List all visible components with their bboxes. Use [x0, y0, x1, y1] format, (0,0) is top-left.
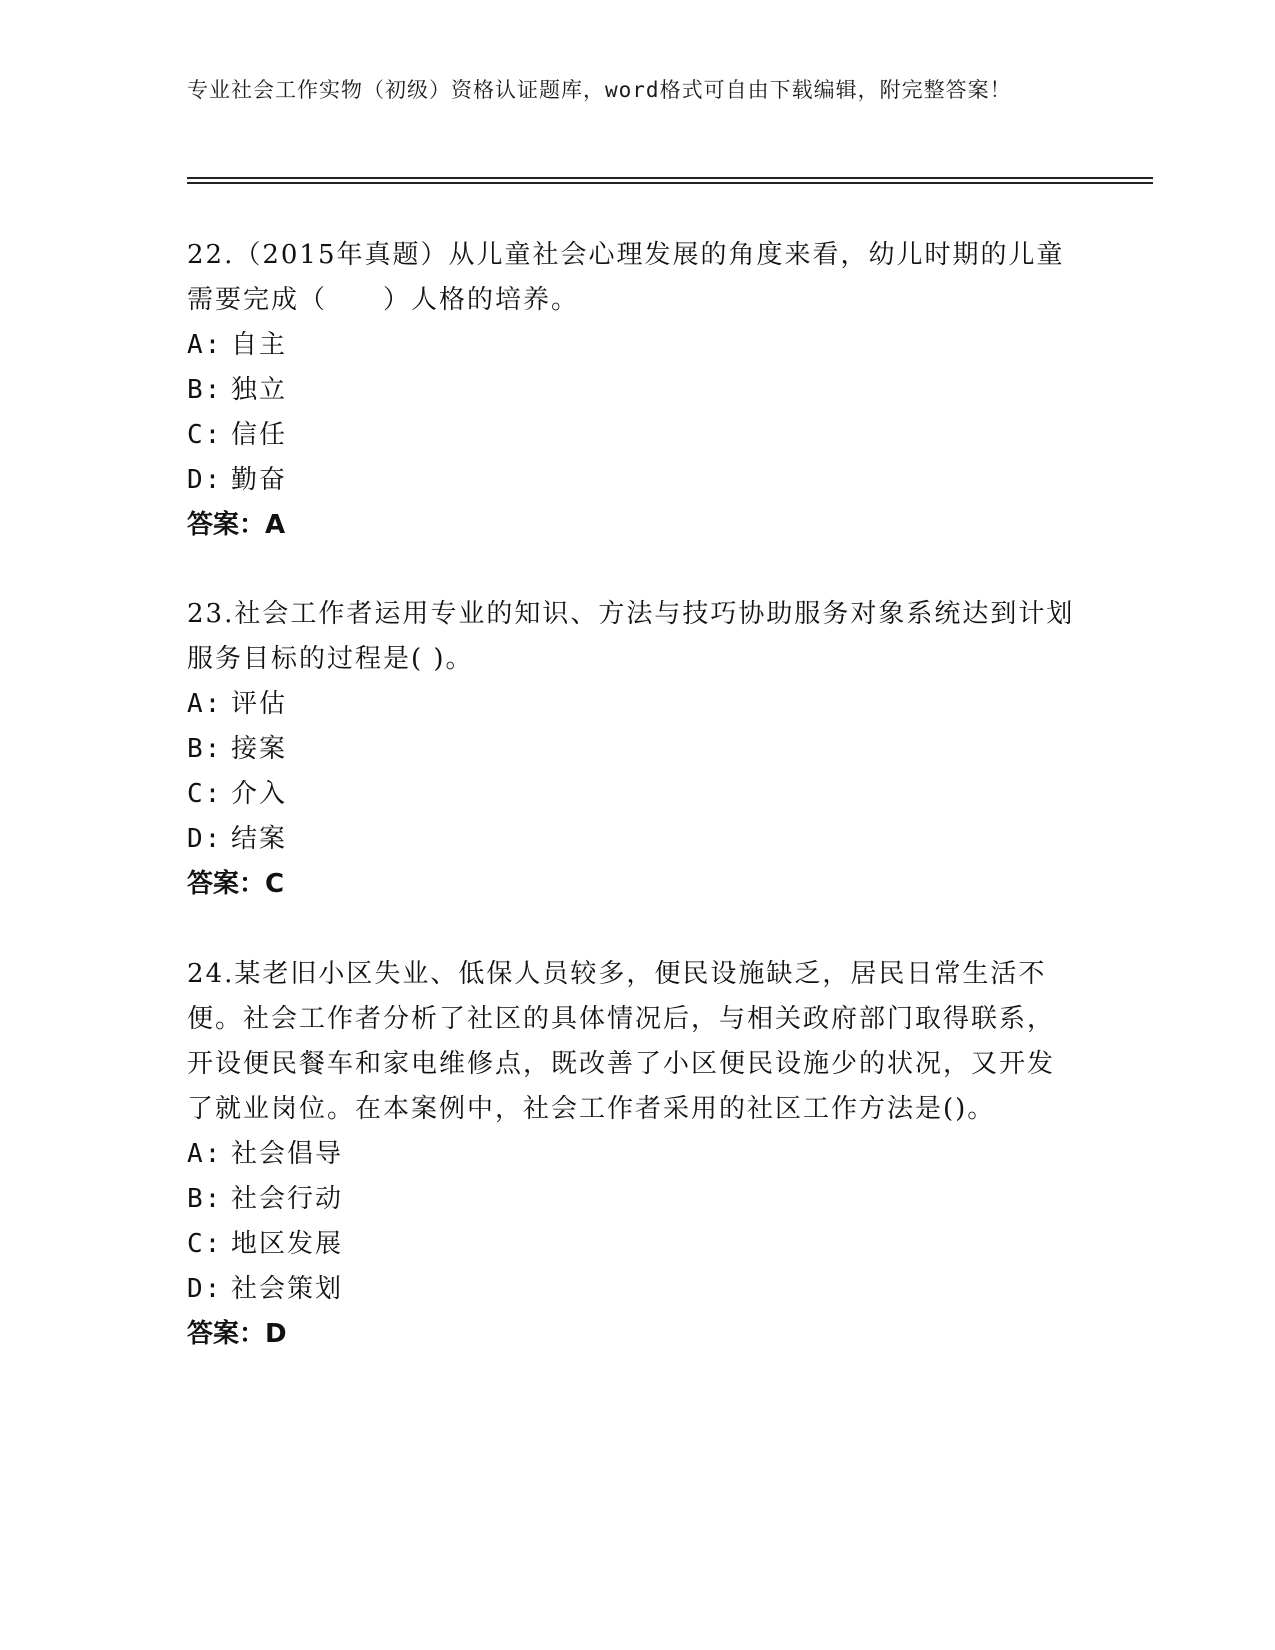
- question-text: 24.某老旧小区失业、低保人员较多，便民设施缺乏，居民日常生活不便。社会工作者分析了社区的具体情况后，与相关政府部门取得联系，开设便民餐车和家电维修点，既改善了小区便民设施少的状况，又开发了就业岗位。在本案例中，社会工作者采用的社区工作方法是()。: [187, 959, 1056, 1124]
- option-b: [187, 368, 1077, 413]
- option-letter: D:: [187, 824, 223, 854]
- option-b: [187, 727, 1077, 772]
- option-c: [187, 772, 1077, 817]
- option-b: [187, 1177, 1077, 1222]
- option-letter: D:: [187, 1274, 223, 1304]
- answer-label: 答案：: [187, 510, 266, 540]
- option-letter: A:: [187, 330, 223, 360]
- option-c: [187, 1222, 1077, 1267]
- question-24: [187, 952, 1077, 1357]
- option-d: [187, 1267, 1077, 1312]
- option-text: 地区发展: [231, 1229, 344, 1259]
- option-text: 社会行动: [231, 1184, 344, 1214]
- option-text: 勤奋: [231, 465, 288, 495]
- option-a: [187, 1132, 1077, 1177]
- option-c: [187, 413, 1077, 458]
- option-text: 信任: [231, 420, 288, 450]
- option-letter: C:: [187, 1229, 223, 1259]
- option-text: 社会策划: [231, 1274, 344, 1304]
- answer-value: C: [265, 869, 285, 899]
- option-a: [187, 323, 1077, 368]
- option-letter: B:: [187, 375, 223, 405]
- answer-line: [187, 503, 1077, 548]
- option-letter: B:: [187, 734, 223, 764]
- answer-line: [187, 1312, 1077, 1357]
- answer-value: D: [265, 1319, 287, 1349]
- option-text: 独立: [231, 375, 288, 405]
- question-23: [187, 592, 1077, 907]
- option-letter: B:: [187, 1184, 223, 1214]
- option-text: 自主: [231, 330, 288, 360]
- option-a: [187, 682, 1077, 727]
- option-letter: D:: [187, 465, 223, 495]
- option-text: 介入: [231, 779, 288, 809]
- option-letter: A:: [187, 689, 223, 719]
- option-letter: A:: [187, 1139, 223, 1169]
- question-text: 22.（2015年真题）从儿童社会心理发展的角度来看，幼儿时期的儿童需要完成（ ）人格的培养。: [187, 240, 1065, 315]
- option-text: 评估: [231, 689, 288, 719]
- question-22: [187, 233, 1077, 548]
- option-letter: C:: [187, 420, 223, 450]
- answer-line: [187, 862, 1077, 907]
- document-header: 专业社会工作实物（初级）资格认证题库，word格式可自由下载编辑，附完整答案！: [187, 78, 1012, 102]
- answer-label: 答案：: [187, 1319, 266, 1349]
- option-letter: C:: [187, 779, 223, 809]
- option-text: 接案: [231, 734, 288, 764]
- option-d: [187, 458, 1077, 503]
- question-text: 23.社会工作者运用专业的知识、方法与技巧协助服务对象系统达到计划服务目标的过程是( )。: [187, 599, 1075, 674]
- option-d: [187, 817, 1077, 862]
- answer-value: A: [265, 510, 286, 540]
- option-text: 社会倡导: [231, 1139, 344, 1169]
- header-divider-top: [187, 177, 1153, 179]
- answer-label: 答案：: [187, 869, 266, 899]
- option-text: 结案: [231, 824, 288, 854]
- header-divider-bottom: [187, 182, 1153, 184]
